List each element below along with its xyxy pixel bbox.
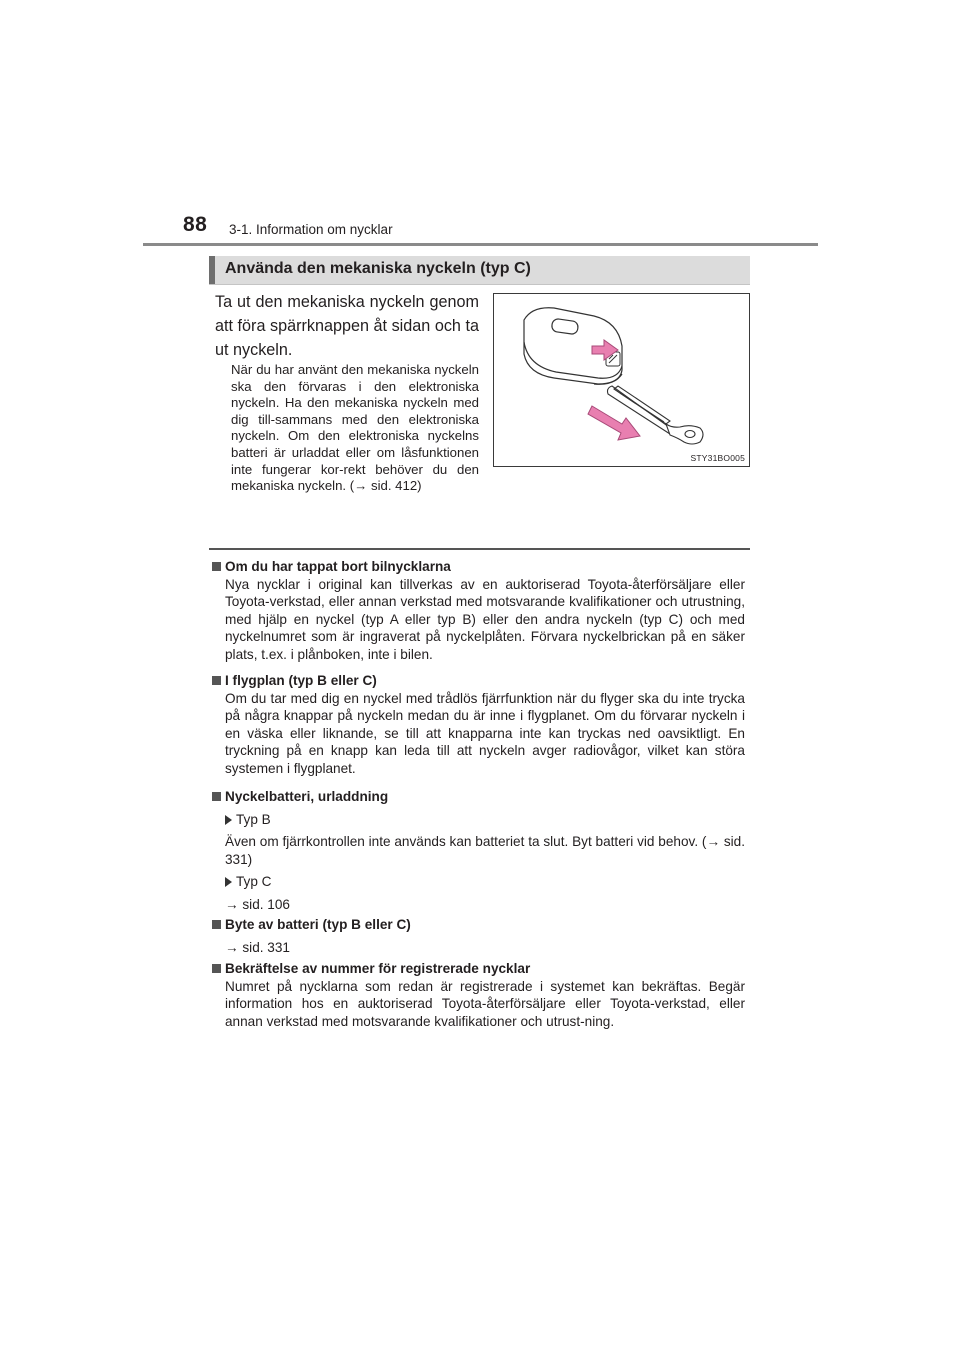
- section-title: Använda den mekaniska nyckeln (typ C): [225, 260, 531, 277]
- item-heading: I flygplan (typ B eller C): [211, 672, 745, 690]
- section-heading: [209, 256, 750, 285]
- section-marker: [209, 256, 215, 284]
- square-bullet-icon: [212, 964, 221, 973]
- square-bullet-icon: [212, 792, 221, 801]
- item-body: Numret på nycklarna som redan är registrerade i systemet kan bekräftas. Begär information hos en auktoriserad Toyota-återförsäljare eller Toyota-verkstad, eller annan verkstad med motsvarande kvalifikationer och utrust-ning.: [225, 978, 745, 1029]
- subitem-type-b: Typ B: [225, 811, 745, 829]
- item-heading: Byte av batteri (typ B eller C): [211, 916, 745, 934]
- section-divider: [209, 548, 750, 550]
- info-item-registered-keys: [211, 960, 745, 1030]
- info-item-battery: [211, 788, 745, 913]
- item-heading: Om du har tappat bort bilnycklarna: [211, 558, 745, 576]
- info-item-airplane: [211, 672, 745, 777]
- info-item-lost-keys: [211, 558, 745, 663]
- chapter-title: 3-1. Information om nycklar: [229, 222, 393, 237]
- page-number: 88: [183, 213, 208, 236]
- item-ref: → sid. 331: [225, 939, 290, 955]
- square-bullet-icon: [212, 920, 221, 929]
- info-item-battery-replace: [211, 916, 745, 956]
- subitem-type-c: Typ C: [225, 873, 745, 891]
- key-illustration: [494, 294, 749, 466]
- lead-note: [231, 362, 479, 495]
- square-bullet-icon: [212, 562, 221, 571]
- pull-arrow-icon: [588, 406, 640, 440]
- subitem-type-b-ref: → sid. 331): [225, 834, 745, 867]
- item-heading: Nyckelbatteri, urladdning: [211, 788, 745, 806]
- subitem-type-b-text: Även om fjärrkontrollen inte används kan batteriet ta slut. Byt batteri vid behov. (→ sid. 331): [225, 834, 745, 867]
- lead-text: Ta ut den mekaniska nyckeln genom att föra spärrknappen åt sidan och ta ut nyckeln.: [215, 293, 479, 359]
- square-bullet-icon: [212, 676, 221, 685]
- item-heading: Bekräftelse av nummer för registrerade nycklar: [211, 960, 745, 978]
- figure-code: STY31BO005: [690, 453, 745, 463]
- lead-note-ref: → sid. 412): [354, 478, 422, 494]
- lead-note-text: När du har använt den mekaniska nyckeln ska den förvaras i den elektroniska nyckeln. Ha den mekaniska nyckeln med dig till-sammans med den elektroniska nyckeln. Om den elektroniska nyckelns batteri är urladdat eller om låsfunktionen inte fungerar kor-rekt behöver du den mekaniska nyckeln. (: [231, 362, 479, 494]
- subitem-type-c-ref: → sid. 106: [225, 896, 290, 912]
- item-body: Nya nycklar i original kan tillverkas av en auktoriserad Toyota-återförsäljare eller Toyota-verkstad, eller annan verkstad med motsvarande kvalifikationer och utrustning, med hjälp en nyckel (typ A eller typ B) eller den andra nyckeln (typ C) och med nyckelnumret som är ingraverat på nyckelplåten. Förvara nyckelbrickan på en säker plats, t.ex. i plånboken, inte i bilen.: [225, 576, 745, 662]
- key-figure: [493, 293, 750, 467]
- header-rule: [143, 243, 818, 246]
- triangle-right-icon: [225, 815, 232, 825]
- triangle-right-icon: [225, 877, 232, 887]
- item-body: Om du tar med dig en nyckel med trådlös fjärrfunktion när du flyger ska du inte trycka på några knappar på nyckeln medan du är inne i flygplanet. Om du förvarar nyckeln i en väska eller liknande, se till att knapparna inte kan tryckas ned oavsiktligt. En tryckning på en knapp kan leda till att nyckeln avger radiovågor, vilket kan störa systemen i flygplanet.: [225, 690, 745, 776]
